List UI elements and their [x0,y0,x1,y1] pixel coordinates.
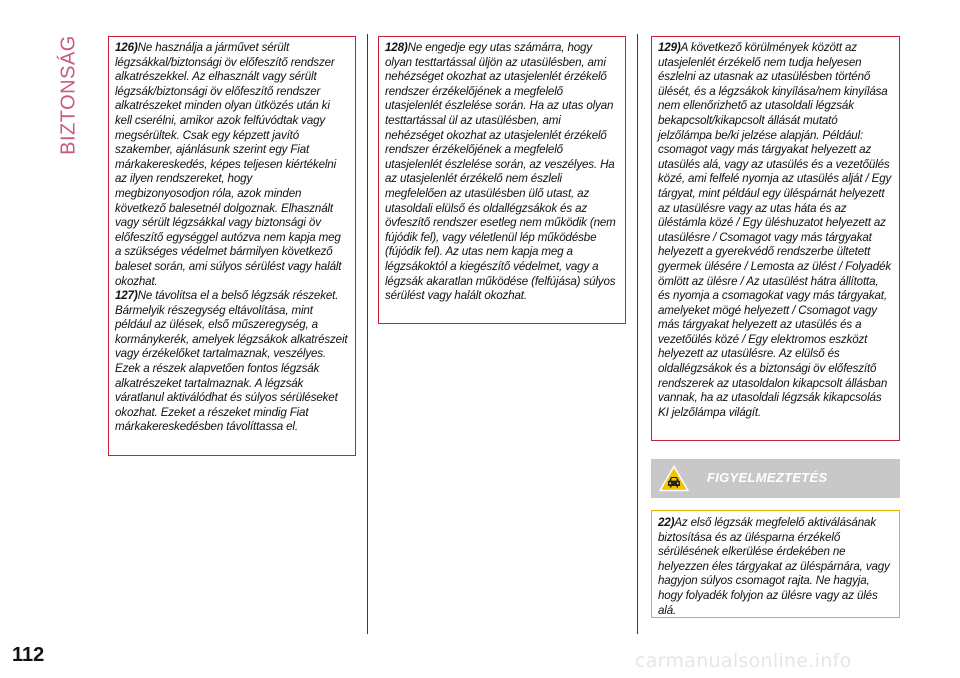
warning-title: FIGYELMEZTETÉS [707,470,828,485]
warning-box-126-127 [108,36,356,456]
warning-box-22 [651,510,900,618]
column-divider-2 [637,34,638,634]
note-text: Ne távolítsa el a belső légzsák részeket. Bármelyik részegység eltávolítása, mint például az ülések, első műszeregység, a kormánykerék, amelyek légzsákok alkatrészeit vagy érzékelőket tartalmaznak, veszélyes. Ezek a részek alapvetően fontos légzsák alkatrészeket tartalmaznak. A légzsák váratlanul aktiválódhat és súlyos sérüléseket okozhat. Ezeket a részeket mindig Fiat márkakereskedésben távolíttassa el. [115,289,348,434]
warning-header [651,459,900,498]
note-text: Ne engedje egy utas számárra, hogy olyan testtartással üljön az utasülésben, ami nehézséget okozhat az utasjelenlét érzékelő rendszer érzékelőjének a megfelelő utasjelenlét észlelése során. Ha az utas olyan testtartással ül az utasülésben, ami nehézséget okozhat az utasjelenlét érzékelő rendszer érzékelőjének a megfelelő utasjelenlét észlelése során, az veszélyes. Ha az utasjelenlét érzékelő nem észleli megfelelően az utasülésben ülő utast, az utasoldali elülső és oldallégzsákok és az övfeszítő rendszer esetleg nem működik (nem fújódik fel), vagy véletlenül lép működésbe (fújódik fel). Az utas nem kapja meg a légzsákoktól a kiegészítő védelmet, vagy a légzsák akaratlan működése (felfújása) súlyos sérülést vagy halált okozhat. [385,41,616,303]
note-number: 126) [115,41,138,54]
section-label [56,30,82,160]
note-number: 129) [658,41,681,54]
note-number: 127) [115,289,138,303]
page-number: 112 [12,644,45,666]
watermark: carmanualsonline.info [635,650,852,672]
note-text: A következő körülmények között az utasjelenlét érzékelő nem tudja helyesen észlelni az utasnak az utasülésben történő ülését, és a légzsákok kinyílása/nem kinyílása nem ellenőrizhető az utasoldali légzsák bekapcsolt/kikapcsolt állását mutató jelzőlámpa be/ki jelzése alapján. Például: csomagot vagy más tárgyakat helyezett az utasülés alá, vagy az utasülés és a vezetőülés közé, ami felfelé nyomja az utasülés alját / Egy tárgyat, mint például egy üléspárnát helyezett az utasülésre vagy az utas háta és az üléstámla közé / Egy üléshuzatot helyezett az utasülésre / Csomagot vagy más tárgyakat helyezett a gyerekvédő rendszerbe ültetett gyermek ülésére / Lemosta az ülést / Folyadék ömlött az ülésre / Az utasülést hátra állította, és nyomja a csomagokat vagy más tárgyakat, amelyeket mögé helyezett / Csomagot vagy más tárgyakat helyezett az utasülés és a vezetőülés közé / Egy elektromos eszközt helyezett az utasülésre. Az elülső és oldallégzsákok és a biztonsági öv előfeszítő rendszerek az utasoldalon kikapcsolt állásban vannak, ha az utasoldali légzsák kikapcsolás KI jelzőlámpa világít. [658,41,892,419]
paragraph-128 [385,41,619,304]
note-text: Ne használja a járművet sérült légzsákkal/biztonsági öv előfeszítő rendszer alkatrészekkel. Az elhasznált vagy sérült légzsák/biztonsági öv előfeszítő rendszer alkatrészeket minden olyan ütközés után ki kell cserélni, amikor azok felfúvódtak vagy megsérültek. Csak egy képzett javító szakember, ajánlásunk szerint egy Fiat márkakereskedés, képes teljesen kiértékelni az ilyen rendszereket, hogy megbizonyosodjon róla, azok minden következő balesetnél dolgoznak. Elhasznált vagy sérült légzsákkal vagy biztonsági öv előfeszítő egységgel autózva nem kapja meg a szükséges védelmet bármilyen következő baleset során, ami súlyos sérülést vagy halált okozhat. [115,41,342,288]
note-text: Az első légzsák megfelelő aktiválásának biztosítása és az ülésparna érzékelő sérülésének elkerülése érdekében ne helyezzen éles tárgyakat az üléspárnára, vagy hagyjon súlyos csomagot rajta. Ne hagyja, hogy folyadék folyjon az ülésre vagy az ülés alá. [658,516,890,617]
warning-box-128 [378,36,626,324]
paragraph-129 [658,41,893,420]
column-divider-1 [367,34,368,634]
warning-box-129 [651,36,900,441]
note-number: 22) [658,516,675,529]
note-number: 128) [385,41,408,54]
paragraph-126 [115,41,349,289]
paragraph-127 [115,289,349,435]
section-label-text: BIZTONSÁG [57,35,80,155]
warning-icon [659,465,689,492]
paragraph-22 [658,516,893,618]
